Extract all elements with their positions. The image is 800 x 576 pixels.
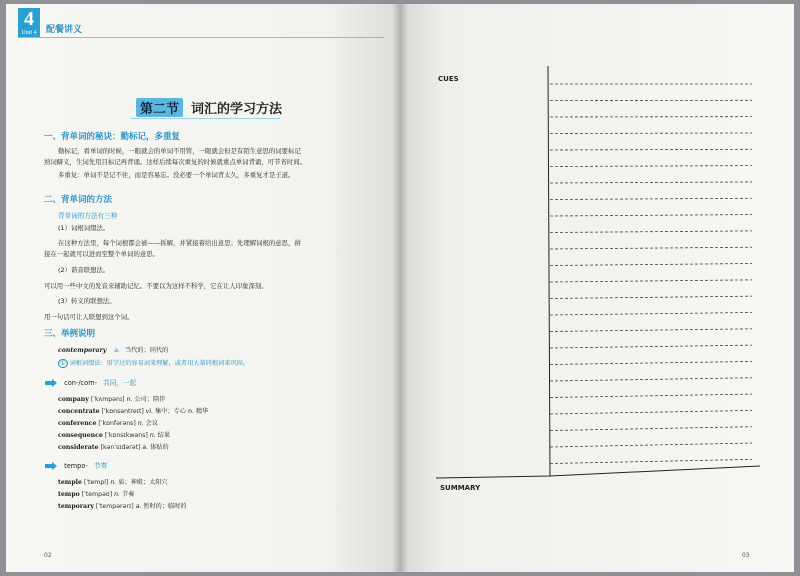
note-line (550, 378, 752, 381)
vocab-pos: n. (149, 432, 156, 439)
method3-title: (3）转义的联想法。 (58, 297, 116, 305)
root-meaning: 共同，一起 (103, 379, 137, 387)
unit-badge (18, 8, 40, 38)
method2-line1: 可以用一些中文的发音来辅助记忆。不要以为这样不科学，它在让人印象深刻。 (44, 282, 268, 290)
unit-label: Unit 4 (21, 30, 37, 36)
part1-paragraph2: 多重复：单词不是记不住，而是容易忘。没必要一个单词背太久，多重复才是王道。 (58, 171, 295, 179)
heading-part1: 一、背单词的秘诀：勤标记，多重复 (44, 132, 181, 142)
part1-paragraph1-line1: 勤标记，看单词的时候，一眼就会的单词不用管，一眼就会但是有陌生意思的词要标记 (58, 147, 301, 155)
heading-part3: 三、举例说明 (44, 329, 96, 339)
part1-paragraph1-line2: 熟词僻义，生词先用目标记再背诵。这样后续每次重复的时候就重点单词背诵，可节省时间。 (44, 158, 307, 166)
vocab-pos: a. (142, 444, 149, 451)
note-line (550, 361, 752, 364)
vocab-pos: n. (110, 479, 117, 486)
vocab-word: conference (58, 420, 97, 427)
arrow-right-icon (44, 462, 58, 470)
example-pos: a. (114, 347, 121, 354)
page-number-right: 03 (742, 552, 750, 559)
section-title (136, 98, 282, 117)
section-number: 第二节 (136, 98, 183, 117)
vocab-meaning: 体贴的 (150, 444, 169, 451)
root-label: tempo- (64, 462, 88, 470)
note-line (550, 215, 752, 216)
vocab-row (58, 394, 165, 403)
title-underline (130, 118, 280, 119)
vocab-ipa: [ˈkɒnsəntreɪt] (101, 408, 144, 415)
vocab-word: temporary (58, 503, 94, 510)
note-line (550, 443, 752, 447)
note-line (550, 459, 752, 463)
method3-line1: 用一句话可让人联想到这个词。 (44, 313, 134, 321)
note-line (550, 182, 752, 183)
method-note (58, 358, 249, 367)
note-line (550, 329, 752, 332)
vocab-ipa: [ˈtempəʊ] (81, 491, 113, 498)
note-text: 词根词缀法：用学过的容易词来理解，或者用大量同根词来巩固。 (69, 360, 249, 367)
method1-title: (1）词根词缀法。 (58, 224, 110, 232)
vocab-pos: n. (137, 420, 144, 427)
part2-subheading: 背单词的方法有三种 (58, 212, 118, 220)
vocab-meaning: 集中；专心 n. 精华 (155, 408, 209, 415)
note-line (550, 312, 752, 315)
section-title-text: 词汇的学习方法 (191, 102, 283, 117)
vocab-row (58, 442, 169, 451)
page-number-left: 02 (44, 552, 52, 559)
vocab-ipa: [ˈtempl] (83, 479, 109, 486)
vocab-row (58, 406, 208, 415)
example-word (58, 345, 168, 354)
method2-title: (2）谐音联想法。 (58, 266, 110, 274)
vocab-meaning: 庙；神殿；太阳穴 (118, 479, 168, 486)
example-word-text: contemporary (58, 347, 107, 354)
vocab-pos: n. (126, 396, 133, 403)
heading-part2: 二、背单词的方法 (44, 195, 113, 205)
summary-label: SUMMARY (440, 484, 481, 492)
note-line (550, 247, 752, 249)
root-heading-con (44, 377, 136, 387)
vocab-meaning: 暂时的；临时的 (143, 503, 187, 510)
method1-line1: 在这种方法里，每个词根都会被——拆解，并紧接着给出意思；先理解词根的意思，拼 (58, 239, 301, 247)
root-label: con-/com- (64, 379, 98, 387)
vocab-row (58, 418, 158, 427)
header-divider (18, 37, 384, 38)
vocab-meaning: 节奏 (121, 491, 135, 498)
vocab-word: consequence (58, 432, 103, 439)
root-meaning: 节奏 (94, 462, 108, 470)
vocab-word: considerate (58, 444, 99, 451)
vocab-ipa: [kənˈsɪdərət] (100, 444, 141, 451)
vocab-meaning: 会议 (145, 420, 159, 427)
note-line (550, 264, 752, 266)
vocab-row (58, 501, 187, 510)
vocab-word: temple (58, 479, 82, 486)
note-line (550, 410, 752, 414)
summary-divider (436, 466, 760, 478)
unit-number: 4 (24, 8, 34, 30)
vocab-ipa: [ˈkɒnsɪkwəns] (104, 432, 148, 439)
vocab-pos: vi. (145, 408, 154, 415)
vocab-row (58, 430, 170, 439)
vocab-ipa: [ˈkɒnfərəns] (98, 420, 136, 427)
note-line (550, 166, 752, 167)
vocab-word: company (58, 396, 89, 403)
cue-column-divider (548, 66, 550, 476)
example-meaning: 当代的；同代的 (125, 347, 169, 354)
note-line (550, 149, 752, 150)
vocab-ipa: [ˈkʌmpənɪ] (90, 396, 125, 403)
method1-line2: 接在一起就可以进而至整个单词的意思。 (44, 250, 160, 258)
cues-label: CUES (438, 75, 459, 83)
note-line (550, 133, 752, 134)
root-heading-tempo (44, 460, 107, 470)
vocab-pos: n. (114, 491, 120, 498)
arrow-right-icon (44, 379, 58, 387)
note-line (550, 198, 752, 199)
note-lines (550, 84, 752, 464)
note-line (550, 231, 752, 233)
vocab-word: concentrate (58, 408, 100, 415)
vocab-ipa: [ˈtempərərɪ] (95, 503, 134, 510)
vocab-meaning: 结果 (157, 432, 171, 439)
vocab-row (58, 477, 168, 486)
note-line (550, 394, 752, 397)
note-line (550, 280, 752, 282)
vocab-meaning: 公司；陪伴 (134, 396, 166, 403)
header-title: 配餐讲义 (46, 25, 83, 35)
note-line (550, 296, 752, 298)
note-line (550, 345, 752, 348)
vocab-row (58, 489, 134, 498)
vocab-pos: a. (135, 503, 142, 510)
vocab-word: tempo (58, 491, 80, 498)
note-line (550, 427, 752, 431)
note-number: ① (60, 360, 66, 367)
